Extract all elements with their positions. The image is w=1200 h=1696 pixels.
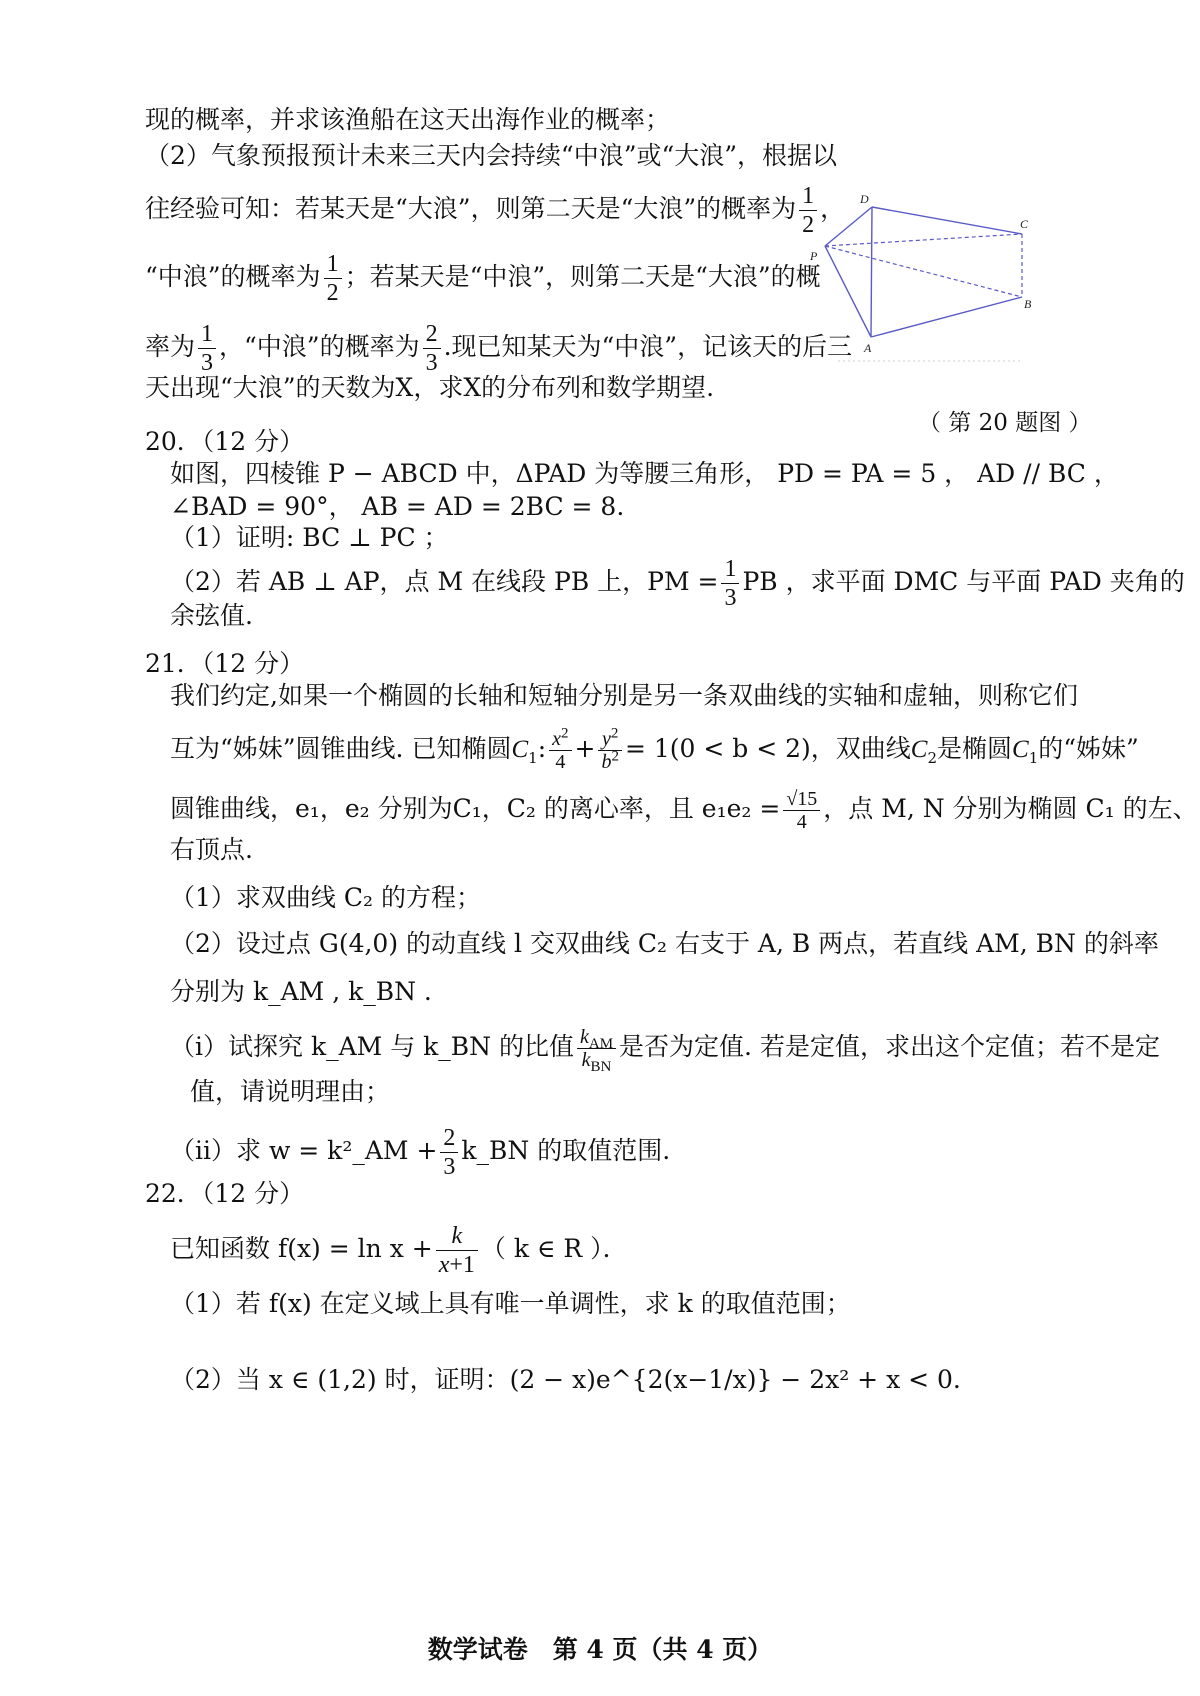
label-C: C bbox=[1020, 217, 1029, 231]
fraction-half: $\frac{1}{2}$ bbox=[799, 182, 817, 239]
fraction-k-x1: $\frac{k}{x+1}$ bbox=[436, 1222, 478, 1279]
q22-line-1 bbox=[170, 1222, 628, 1279]
fraction-half-2: $\frac{1}{2}$ bbox=[324, 250, 342, 307]
q21-line-2b: = 1(0 < b < 2)，双曲线 bbox=[624, 734, 911, 763]
edge-DC bbox=[872, 207, 1022, 234]
q19-line-2: （2）气象预报预计未来三天内会持续“中浪”或“大浪”，根据以 bbox=[145, 141, 838, 170]
fraction-one-third: $\frac{1}{3}$ bbox=[721, 555, 739, 612]
q20-line-3: （1）证明: BC ⊥ PC ； bbox=[170, 523, 449, 552]
q20-line-2: ∠BAD = 90°， AB = AD = 2BC = 8. bbox=[170, 492, 625, 521]
q19-line-4b: ；若某天是“中浪”，则第二天是“大浪”的概 bbox=[344, 262, 821, 291]
q22-line-1a: 已知函数 f(x) = ln x + bbox=[170, 1234, 433, 1263]
q22-part-1: （1）若 f(x) 在定义域上具有唯一单调性，求 k 的取值范围； bbox=[170, 1289, 851, 1318]
q21-line-2c: 是椭圆 bbox=[937, 734, 1013, 763]
label-P: P bbox=[810, 249, 818, 263]
q19-line-6: 天出现“大浪”的天数为X，求X的分布列和数学期望. bbox=[145, 373, 715, 402]
label-A: A bbox=[864, 341, 872, 355]
q21-line-3a: 圆锥曲线，e₁，e₂ 分别为C₁，C₂ 的离心率，且 e₁e₂ = bbox=[170, 794, 781, 823]
q20-line-4b: PB ，求平面 DMC 与平面 PAD 夹角的 bbox=[742, 567, 1185, 596]
q21-part-2b: 分别为 k_AM , k_BN . bbox=[170, 977, 432, 1006]
q21-line-1: 我们约定,如果一个椭圆的长轴和短轴分别是另一条双曲线的实轴和虚轴，则称它们 bbox=[170, 681, 1078, 710]
q21-line-3b: ，点 M, N 分别为椭圆 C₁ 的左、 bbox=[823, 794, 1198, 823]
page-footer: 数学试卷 第 4 页（共 4 页） bbox=[427, 1635, 773, 1664]
edge-PA bbox=[825, 246, 871, 337]
label-B: B bbox=[1024, 297, 1032, 311]
q21-part-i bbox=[170, 1026, 1160, 1075]
fraction-two-thirds-2: $\frac{2}{3}$ bbox=[440, 1124, 458, 1181]
q19-line-5c: .现已知某天为“中浪”，记该天的后三 bbox=[443, 332, 853, 361]
q22-line-1b: （ k ∈ R ）． bbox=[480, 1234, 628, 1263]
edge-PB bbox=[825, 246, 1022, 297]
q20-line-4 bbox=[170, 555, 1185, 612]
fraction-y2-b2: $\frac{y^2}{b^2}$ bbox=[598, 728, 622, 773]
q21-line-2d: 的“姊妹” bbox=[1038, 734, 1139, 763]
q19-line-4a: “中浪”的概率为 bbox=[145, 262, 321, 291]
q21-part-ii-b: k_BN 的取值范围. bbox=[461, 1136, 671, 1165]
q22-header: 22．（12 分） bbox=[145, 1179, 305, 1208]
q21-part-i-a: （i）试探究 k_AM 与 k_BN 的比值 bbox=[170, 1032, 574, 1061]
q19-line-3: 往经验可知：若某天是“大浪”，则第二天是“大浪”的概率为 $\frac{1}{2}$ ， bbox=[145, 183, 846, 238]
q19-line-4 bbox=[145, 250, 821, 307]
q21-part-1: （1）求双曲线 C₂ 的方程； bbox=[170, 883, 481, 912]
q21-line-2: 互为“姊妹”圆锥曲线. 已知椭圆$C_1$: $\frac{x^2}{4}$ + $\frac{y^2}{b^2}$ = 1(0 < b < 2)，双曲线$C_2$是椭圆$C_1$的“姊妹” bbox=[170, 725, 1139, 773]
q22-part-2: （2）当 x ∈ (1,2) 时，证明：(2 − x)e^{2(x−1/x)} − 2x² + x < 0. bbox=[170, 1365, 961, 1394]
q21-part-ii bbox=[170, 1124, 670, 1181]
q20-line-4a: （2）若 AB ⊥ AP，点 M 在线段 PB 上，PM = bbox=[170, 567, 719, 596]
q19-line-5b: ，“中浪”的概率为 bbox=[219, 332, 420, 361]
fraction-x2-4: $\frac{x^2}{4}$ bbox=[549, 728, 571, 773]
q21-part-ii-a: （ii）求 w = k²_AM + bbox=[170, 1136, 438, 1165]
q21-line-3 bbox=[170, 788, 1198, 833]
q19-line-3-text: 往经验可知：若某天是“大浪”，则第二天是“大浪”的概率为 bbox=[145, 194, 797, 223]
edge-PD bbox=[825, 207, 872, 246]
fraction-kam-kbn: $k_{AM}$ $k_{BN}$ bbox=[577, 1026, 616, 1071]
edge-DA bbox=[871, 207, 872, 337]
fraction-two-thirds: $\frac{2}{3}$ bbox=[423, 320, 441, 377]
edge-AB bbox=[871, 297, 1022, 337]
q21-header: 21．（12 分） bbox=[145, 649, 305, 678]
q20-line-1: 如图，四棱锥 P − ABCD 中，ΔPAD 为等腰三角形， PD = PA = 5 ， AD // BC ， bbox=[170, 459, 1119, 488]
q21-part-i-c: 值，请说明理由； bbox=[190, 1077, 391, 1106]
q21-line-4: 右顶点. bbox=[170, 835, 253, 864]
figure-caption: （ 第 20 题图 ） bbox=[918, 410, 1092, 436]
q21-line-2a: 互为“姊妹”圆锥曲线. 已知椭圆 bbox=[170, 734, 512, 763]
q21-part-i-b: 是否为定值. 若是定值，求出这个定值；若不是定 bbox=[619, 1032, 1160, 1061]
fraction-sqrt15-4: $\frac{√15}{4}$ bbox=[783, 788, 820, 833]
label-D: D bbox=[860, 192, 869, 206]
fraction-third: $\frac{1}{3}$ bbox=[198, 320, 216, 377]
q19-line-5 bbox=[145, 320, 852, 377]
edge-PC bbox=[825, 234, 1022, 246]
q19-line-1: 现的概率，并求该渔船在这天出海作业的概率； bbox=[145, 105, 671, 134]
q20-line-5: 余弦值. bbox=[170, 601, 253, 630]
q19-line-5a: 率为 bbox=[145, 332, 196, 361]
q21-part-2: （2）设过点 G(4,0) 的动直线 l 交双曲线 C₂ 右支于 A, B 两点，若直线 AM, BN 的斜率 bbox=[170, 929, 1159, 958]
q20-header: 20．（12 分） bbox=[145, 427, 305, 456]
pyramid-diagram bbox=[808, 190, 1038, 365]
